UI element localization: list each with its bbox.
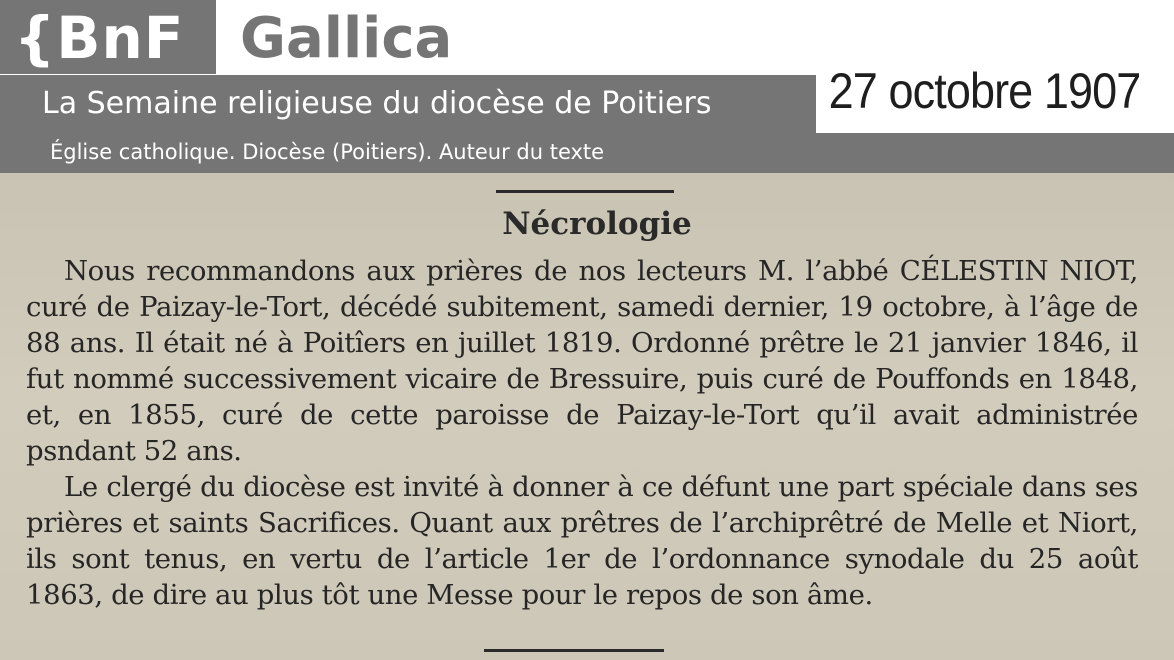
author-banner [0,133,1174,173]
document-author: Église catholique. Diocèse (Poitiers). Auteur du texte [50,140,605,164]
gallica-brand[interactable]: Gallica [240,6,453,71]
bnf-logo[interactable] [0,0,216,74]
title-banner [0,75,816,133]
document-title[interactable]: La Semaine religieuse du diocèse de Poitiers [42,86,712,121]
separator-rule-bottom [484,649,664,652]
article-body [26,253,1138,613]
paragraph-2: Le clergé du diocèse est invité à donner à ce défunt une part spéciale dans ses prières et saints Sacrifices. Quant aux prêtres de l’archiprêtré de Melle et Niort, ils sont tenus, en vertu de l’article 1er de l’ordonnance synodale du 25 août 1863, de dire au plus tôt une Messe pour le repos de son âme. [26,471,1138,611]
bnf-logo-text: {BnF [14,4,185,72]
issue-date: 27 octobre 1907 [828,63,1140,119]
scanned-page [0,173,1174,660]
separator-rule-top [496,190,674,193]
section-heading: Nécrologie [502,206,692,242]
paragraph-1: Nous recommandons aux prières de nos lecteurs M. l’abbé CÉLESTIN NIOT, curé de Paizay-le-Tort, décédé subitement, samedi dernier, 19 octobre, à l’âge de 88 ans. Il était né à Poitîers en juillet 1819. Ordonné prêtre le 21 janvier 1846, il fut nommé successivement vicaire de Bressuire, puis curé de Pouffonds en 1848, et, en 1855, curé de cette paroisse de Paizay-le-Tort qu’il avait administrée psndant 52 ans. [26,255,1138,467]
